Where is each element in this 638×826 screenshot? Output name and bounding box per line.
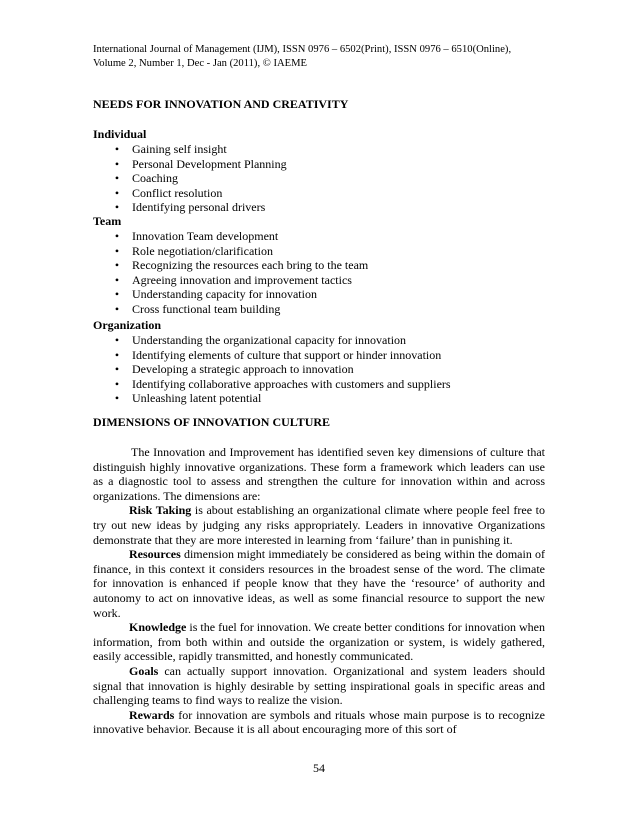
paragraph-goals: Goals can actually support innovation. Organizational and system leaders should signal that innovation is highly desirable by setting inspirational goals in specific areas and challenging teams to find ways to realize the vision. — [93, 663, 545, 708]
list-item: • Role negotiation/clarification — [112, 244, 368, 259]
section-title-needs: NEEDS FOR INNOVATION AND CREATIVITY — [93, 97, 349, 111]
bullet-icon: • — [114, 156, 120, 171]
list-item: • Unleashing latent potential — [112, 391, 451, 406]
individual-list — [112, 142, 287, 215]
bullet-icon: • — [114, 301, 120, 316]
bullet-icon: • — [114, 391, 120, 405]
bullet-icon: • — [114, 347, 120, 362]
dimensions-body — [93, 445, 545, 737]
intro-paragraph: The Innovation and Improvement has identified seven key dimensions of culture that distinguish highly innovative organizations. These form a framework which leaders can use as a diagnostic tool to assess and strengthen the culture for innovation within and across organizations. The dimensions are: — [93, 445, 545, 503]
list-item: • Agreeing innovation and improvement tactics — [112, 273, 368, 288]
bullet-icon: • — [114, 200, 120, 214]
list-item: • Coaching — [112, 171, 287, 186]
group-label-organization: Organization — [93, 318, 161, 332]
list-item: • Innovation Team development — [112, 229, 368, 244]
list-item: • Identifying personal drivers — [112, 200, 287, 215]
organization-list — [112, 333, 451, 406]
header-line-2: Volume 2, Number 1, Dec - Jan (2011), © IAEME — [93, 58, 307, 69]
list-item: • Understanding capacity for innovation — [112, 287, 368, 302]
list-item: • Personal Development Planning — [112, 157, 287, 172]
term-knowledge: Knowledge — [129, 620, 187, 635]
term-goals: Goals — [129, 663, 159, 678]
bullet-icon: • — [114, 243, 120, 258]
bullet-icon: • — [114, 376, 120, 391]
paragraph-knowledge: Knowledge is the fuel for innovation. We create better conditions for innovation when information, from both within and outside the organization or system, is widely gathered, easily accessible, rapidly transmitted, and honestly communicated. — [93, 620, 545, 664]
list-item: • Conflict resolution — [112, 186, 287, 201]
header-line-1: International Journal of Management (IJM), ISSN 0976 – 6502(Print), ISSN 0976 – 6510(Online), — [93, 44, 512, 55]
group-label-individual: Individual — [93, 127, 147, 141]
list-item: • Recognizing the resources each bring to the team — [112, 258, 368, 273]
paragraph-rewards: Rewards for innovation are symbols and rituals whose main purpose is to recognize innovative behavior. Because it is all about encouraging more of this sort of — [93, 707, 545, 737]
group-label-team: Team — [93, 214, 122, 228]
term-risk-taking: Risk Taking — [129, 503, 192, 518]
team-list — [112, 229, 368, 316]
bullet-icon: • — [114, 171, 120, 185]
paragraph-risk-taking: Risk Taking is about establishing an organizational climate where people feel free to try out new ideas by judging any risks appropriately. Leaders in innovative Organizations demonstrate that they are more interested in learning from ‘failure’ than in punishing it. — [93, 503, 545, 547]
bullet-icon: • — [114, 142, 120, 156]
term-rewards: Rewards — [129, 707, 175, 722]
journal-header — [93, 43, 553, 71]
term-resources: Resources — [129, 547, 181, 562]
list-item: • Understanding the organizational capacity for innovation — [112, 333, 451, 348]
bullet-icon: • — [114, 362, 120, 376]
list-item: • Cross functional team building — [112, 302, 368, 317]
section-title-dimensions: DIMENSIONS OF INNOVATION CULTURE — [93, 415, 331, 429]
page-number: 54 — [313, 761, 325, 775]
bullet-icon: • — [114, 258, 120, 272]
bullet-icon: • — [114, 333, 120, 347]
bullet-icon: • — [114, 272, 120, 287]
bullet-icon: • — [114, 185, 120, 200]
list-item: • Identifying collaborative approaches with customers and suppliers — [112, 377, 451, 392]
paragraph-resources: Resources dimension might immediately be considered as being within the domain of finance, in this context it considers resources in the broadest sense of the word. The climate for innovation is enhanced if people know that they have the ‘resource’ of authority and autonomy to act on innovative ideas, as well as some financial resource to support the new work. — [93, 547, 545, 620]
bullet-icon: • — [114, 287, 120, 301]
list-item: • Developing a strategic approach to innovation — [112, 362, 451, 377]
list-item: • Gaining self insight — [112, 142, 287, 157]
list-item: • Identifying elements of culture that support or hinder innovation — [112, 348, 451, 363]
bullet-icon: • — [114, 229, 120, 243]
